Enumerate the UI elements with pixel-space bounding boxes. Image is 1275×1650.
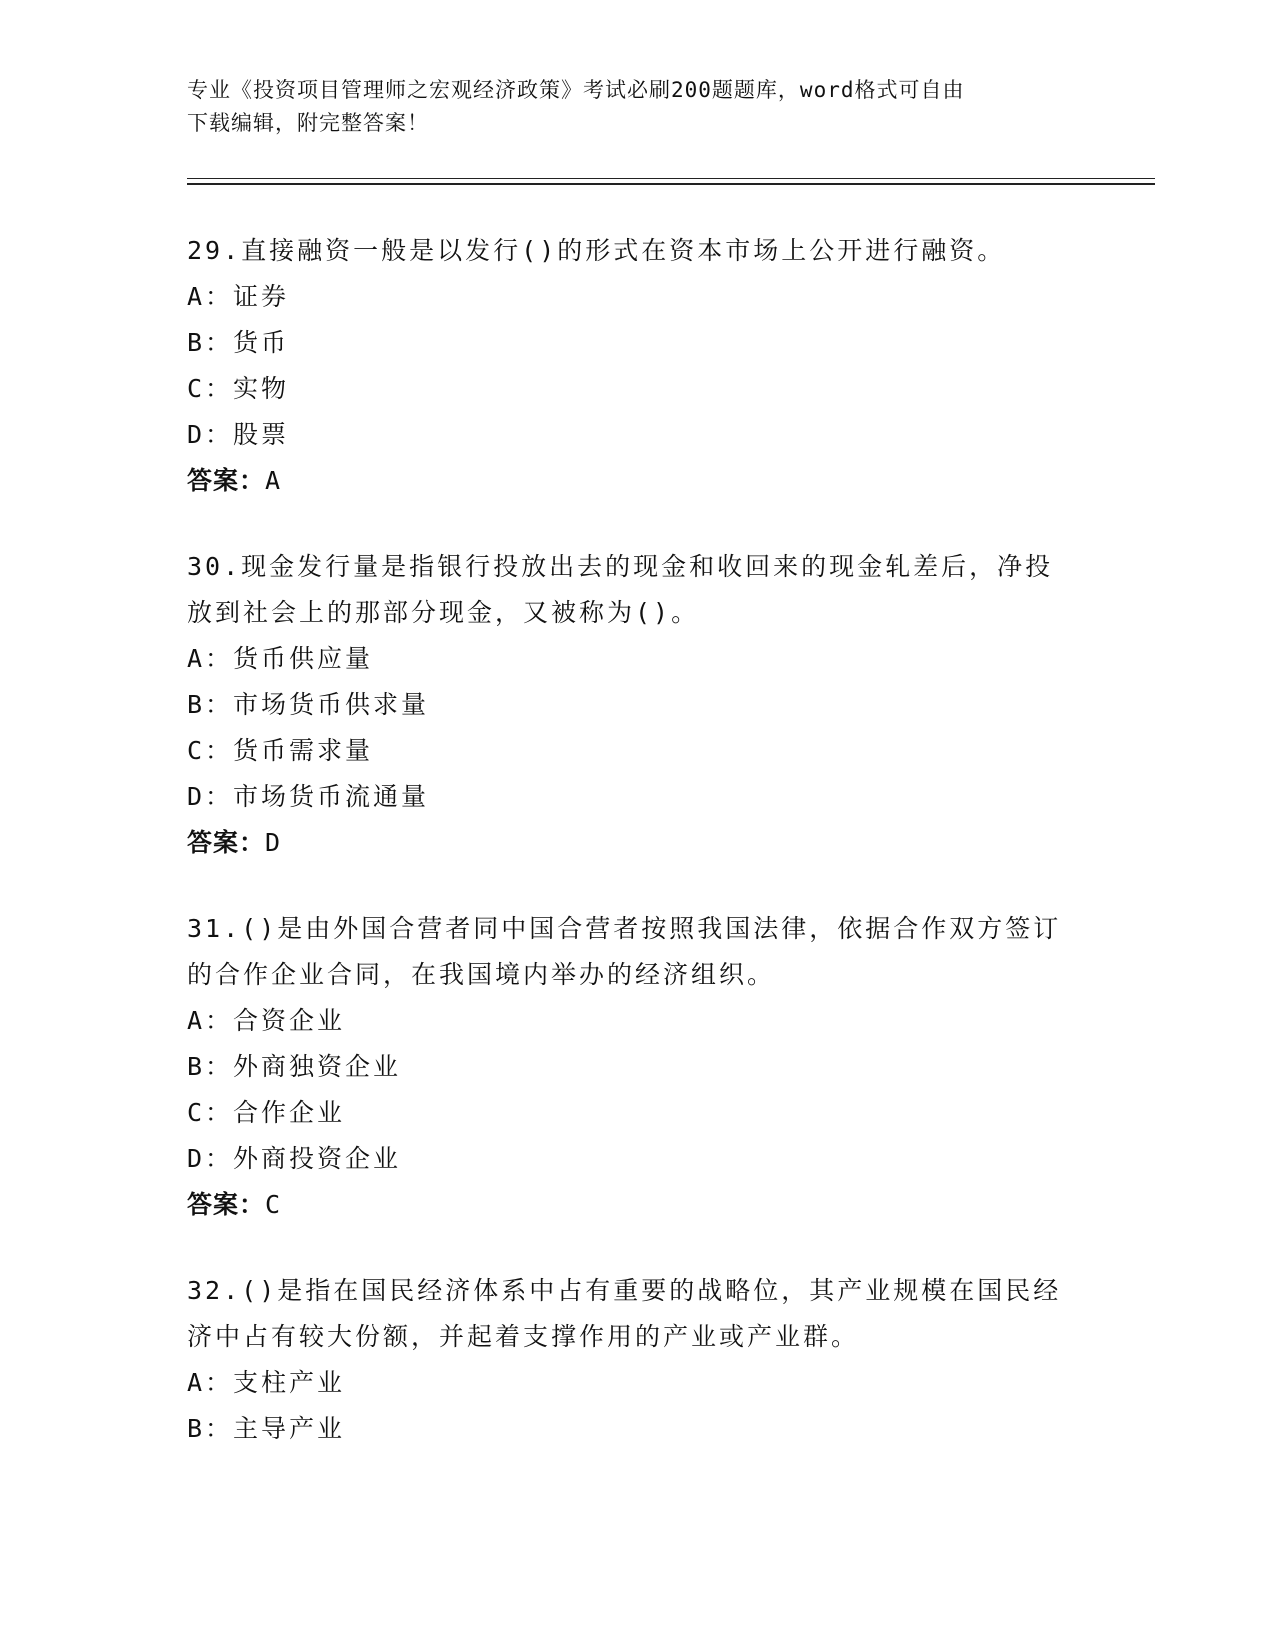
question-30	[187, 544, 1087, 866]
document-header	[187, 74, 1077, 140]
answer	[187, 820, 1087, 866]
option-d: D：市场货币流通量	[187, 782, 430, 811]
option-c: C：实物	[187, 374, 290, 403]
header-line-1: 专业《投资项目管理师之宏观经济政策》考试必刷200题题库，word格式可自由	[187, 78, 965, 102]
header-rule-thick	[187, 183, 1155, 185]
question-32	[187, 1268, 1087, 1452]
answer-value: D	[265, 828, 282, 857]
option-c: C：合作企业	[187, 1098, 346, 1127]
option-b: B：外商独资企业	[187, 1052, 402, 1081]
question-stem-line: 29.直接融资一般是以发行()的形式在资本市场上公开进行融资。	[187, 236, 1006, 265]
option-d: D：外商投资企业	[187, 1144, 402, 1173]
question-stem-line: 31.()是由外国合营者同中国合营者按照我国法律，依据合作双方签订	[187, 914, 1062, 943]
option-d: D：股票	[187, 420, 290, 449]
answer-value: A	[265, 466, 282, 495]
answer	[187, 1182, 1087, 1228]
option-a: A：支柱产业	[187, 1368, 346, 1397]
answer-value: C	[265, 1190, 282, 1219]
option-b: B：货币	[187, 328, 290, 357]
answer	[187, 458, 1087, 504]
answer-label: 答案：	[187, 466, 266, 495]
option-a: A：证券	[187, 282, 290, 311]
option-a: A：合资企业	[187, 1006, 346, 1035]
option-a: A：货币供应量	[187, 644, 374, 673]
option-c: C：货币需求量	[187, 736, 374, 765]
question-stem-line: 济中占有较大份额，并起着支撑作用的产业或产业群。	[187, 1322, 860, 1351]
question-stem-line: 30.现金发行量是指银行投放出去的现金和收回来的现金轧差后，净投	[187, 552, 1054, 581]
header-rule-thin	[187, 178, 1155, 179]
option-b: B：主导产业	[187, 1414, 346, 1443]
question-31	[187, 906, 1087, 1228]
answer-label: 答案：	[187, 1190, 266, 1219]
question-stem-line: 放到社会上的那部分现金，又被称为()。	[187, 598, 700, 627]
question-stem-line: 32.()是指在国民经济体系中占有重要的战略位，其产业规模在国民经	[187, 1276, 1062, 1305]
question-29	[187, 228, 1087, 504]
question-list	[187, 228, 1087, 1492]
option-b: B：市场货币供求量	[187, 690, 430, 719]
answer-label: 答案：	[187, 828, 266, 857]
question-stem-line: 的合作企业合同，在我国境内举办的经济组织。	[187, 960, 776, 989]
header-line-2: 下载编辑，附完整答案！	[187, 111, 429, 135]
